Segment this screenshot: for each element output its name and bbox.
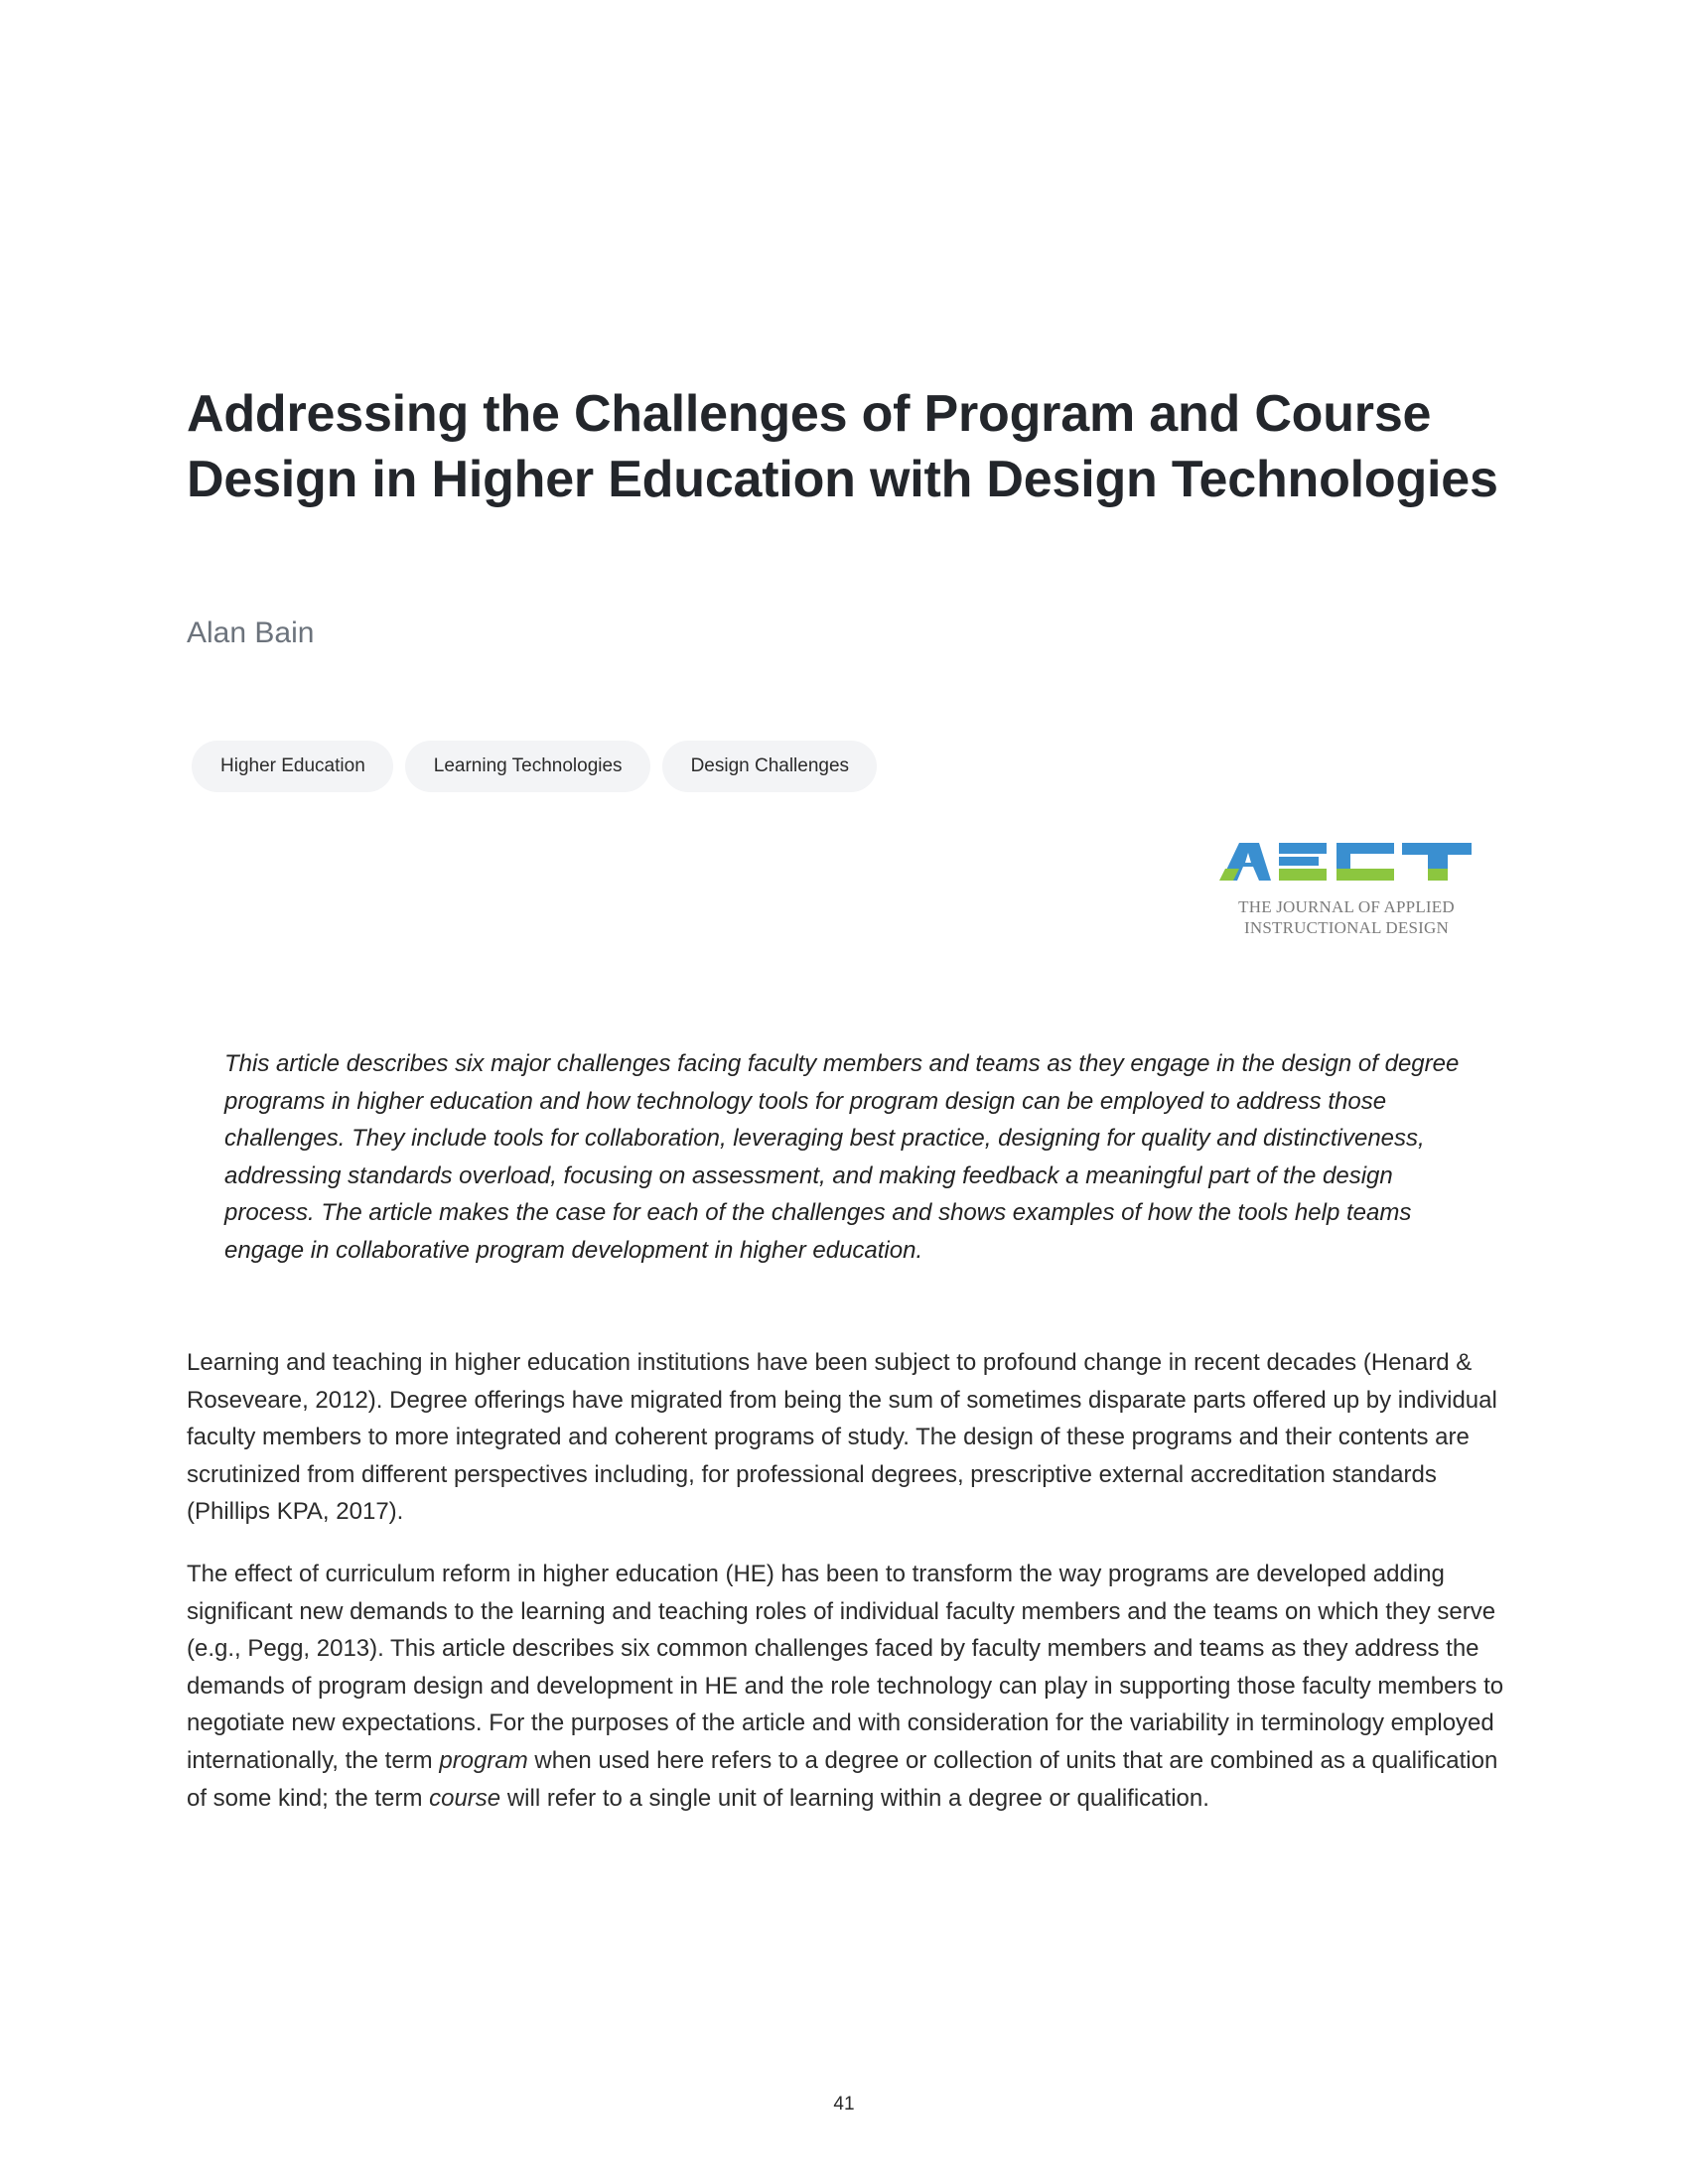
paragraph-2-text-c: will refer to a single unit of learning within a degree or qualification. xyxy=(500,1784,1209,1812)
paragraph-2-text-b: when used here refers to a degree or collection of units that are combined as a qualification of some kind; the term xyxy=(187,1746,1498,1812)
term-course: course xyxy=(429,1784,501,1812)
tag-higher-education[interactable]: Higher Education xyxy=(192,741,393,792)
aect-wordmark-icon xyxy=(1219,837,1474,892)
body-paragraph-1: Learning and teaching in higher education institutions have been subject to profound change in recent decades (Henard & Roseveare, 2012). Degree offerings have migrated from being the sum of sometimes disparate parts offered up by individual faculty members to more integrated and coherent programs of study. The design of these programs and their contents are scrutinized from different perspectives including, for professional degrees, prescriptive external accreditation standards (Phillips KPA, 2017). xyxy=(187,1349,1497,1526)
article-abstract: This article describes six major challenges facing faculty members and teams as they engage in the design of degree programs in higher education and how technology tools for program design can be employed to address those challenges. They include tools for collaboration, leveraging best practice, designing for quality and distinctiveness, addressing standards overload, focusing on assessment, and making feedback a meaningful part of the design process. The article makes the case for each of the challenges and shows examples of how the tools help teams engage in collaborative program development in higher education. xyxy=(224,1050,1460,1264)
term-program: program xyxy=(439,1746,528,1774)
journal-name-line-1: THE JOURNAL OF APPLIED xyxy=(1238,897,1455,916)
journal-name-line-2: INSTRUCTIONAL DESIGN xyxy=(1244,918,1449,937)
tag-list xyxy=(192,741,877,792)
body-paragraph-2 xyxy=(187,1556,1507,1817)
tag-design-challenges[interactable]: Design Challenges xyxy=(662,741,878,792)
page-number: 41 xyxy=(833,2094,855,2115)
article-title: Addressing the Challenges of Program and Course Design in Higher Education with Design Technologies xyxy=(187,385,1498,508)
journal-name xyxy=(1219,896,1474,938)
aect-journal-logo xyxy=(1219,837,1474,936)
tag-learning-technologies[interactable]: Learning Technologies xyxy=(405,741,650,792)
paragraph-2-text-a: The effect of curriculum reform in higher education (HE) has been to transform the way programs are developed adding significant new demands to the learning and teaching roles of individual faculty members and the teams on which they serve (e.g., Pegg, 2013). This article describes six common challenges faced by faculty members and teams as they address the demands of program design and development in HE and the role technology can play in supporting those faculty members to negotiate new expectations. For the purposes of the article and with consideration for the variability in terminology employed internationally, the term xyxy=(187,1561,1504,1774)
article-author: Alan Bain xyxy=(187,616,315,649)
